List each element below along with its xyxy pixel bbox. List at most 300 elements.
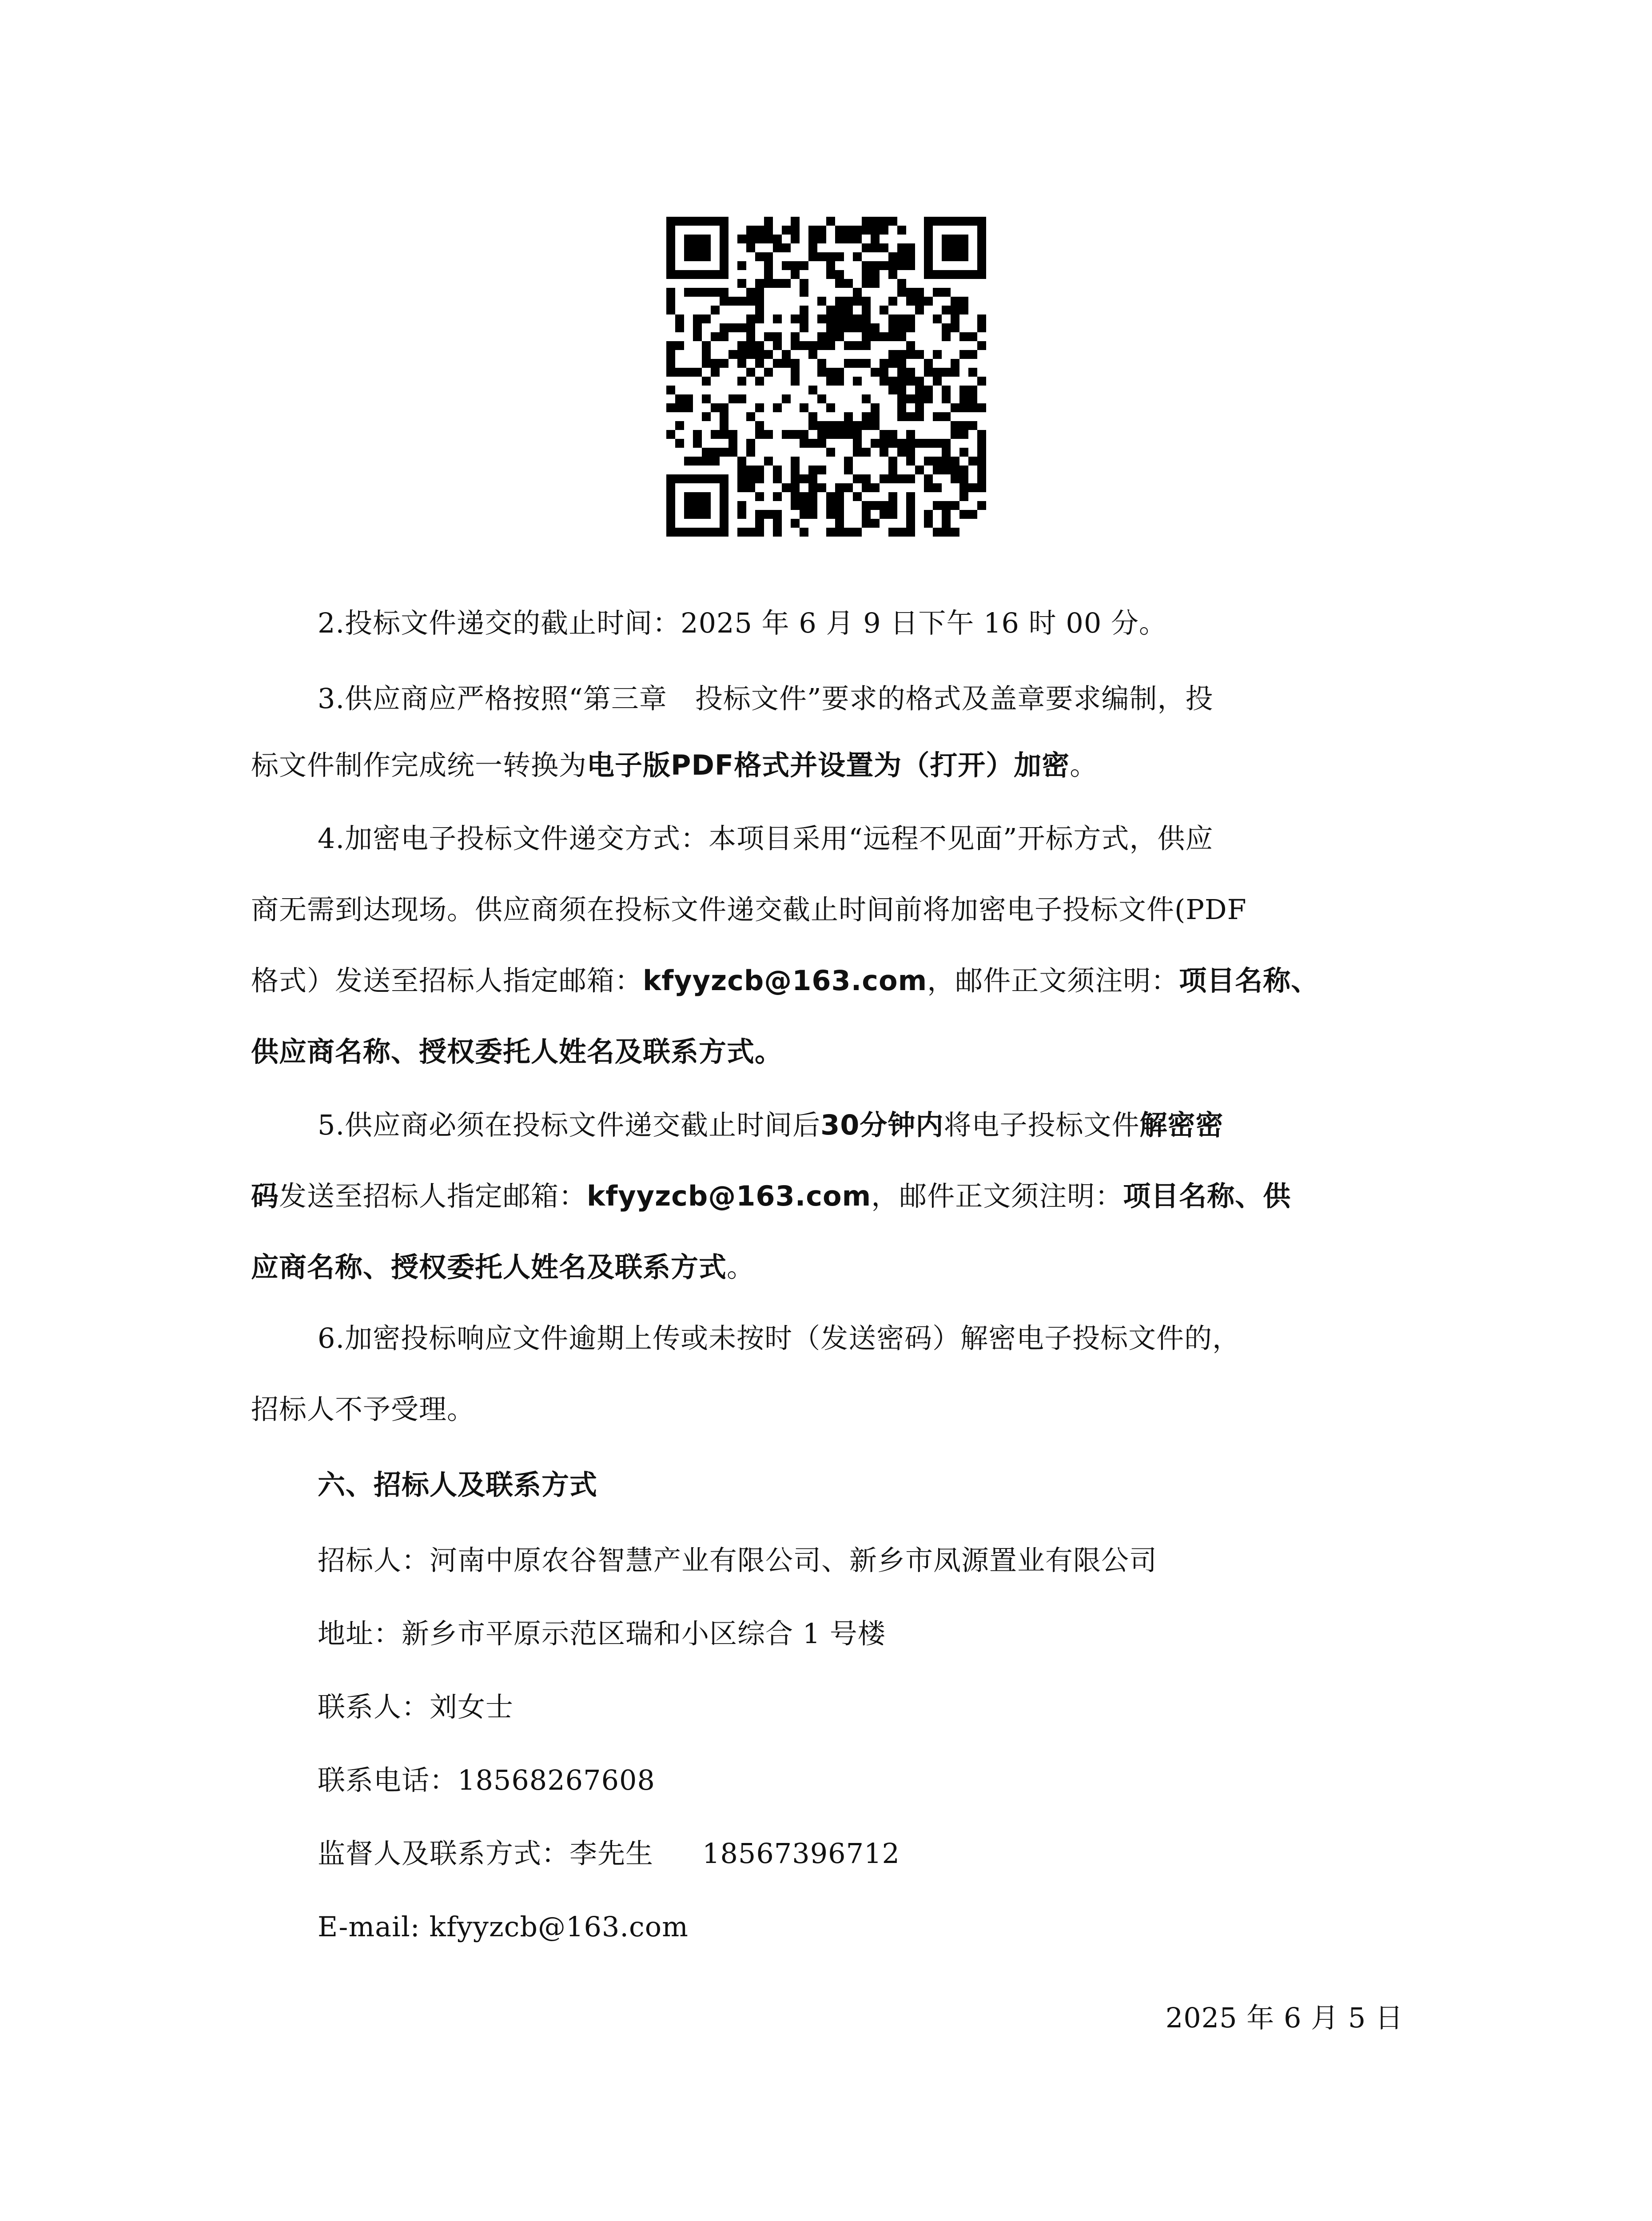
qr-module (826, 403, 835, 412)
qr-module (666, 430, 675, 439)
qr-module (684, 457, 693, 466)
qr-module (951, 474, 959, 483)
qr-module (702, 288, 711, 297)
qr-module (897, 252, 906, 261)
qr-module (755, 421, 764, 430)
qr-module (826, 341, 835, 350)
item-5-line-3-post: 。 (727, 1251, 755, 1283)
qr-module (906, 288, 915, 297)
qr-module (764, 217, 773, 226)
qr-module (906, 501, 915, 510)
qr-module (817, 252, 826, 261)
qr-module (675, 323, 684, 332)
qr-module (737, 528, 746, 537)
qr-module (791, 270, 800, 279)
qr-module (773, 403, 782, 412)
qr-module (933, 528, 942, 537)
qr-module (942, 510, 951, 519)
qr-module (755, 510, 764, 519)
qr-module (871, 412, 880, 421)
qr-module (942, 501, 951, 510)
item-6-line-1: 6.加密投标响应文件逾期上传或未按时（发送密码）解密电子投标文件的， (318, 1322, 1241, 1354)
qr-module (906, 350, 915, 359)
qr-module (862, 279, 871, 288)
item-6-line-2: 招标人不予受理。 (251, 1393, 475, 1425)
qr-module (880, 306, 888, 314)
qr-module (720, 323, 728, 332)
qr-module (835, 279, 844, 288)
qr-module (915, 412, 924, 421)
qr-module (675, 314, 684, 323)
qr-module (826, 430, 835, 439)
qr-module (800, 341, 808, 350)
qr-module (737, 457, 746, 466)
qr-module (924, 474, 933, 483)
qr-module (888, 492, 897, 501)
supervisor-phone: 18567396712 (702, 1837, 900, 1870)
qr-module (800, 261, 808, 270)
qr-module (817, 439, 826, 448)
qr-module (880, 261, 888, 270)
qr-module (666, 306, 675, 314)
qr-module (808, 235, 817, 243)
qr-module (737, 474, 746, 483)
item-4-line-2: 商无需到达现场。供应商须在投标文件递交截止时间前将加密电子投标文件(PDF (251, 893, 1247, 926)
qr-module (728, 448, 737, 457)
qr-module (720, 421, 728, 430)
qr-module (720, 403, 728, 412)
qr-module (808, 412, 817, 421)
qr-module (817, 332, 826, 341)
qr-module (897, 448, 906, 457)
qr-module (720, 430, 728, 439)
qr-module (933, 457, 942, 466)
qr-module (808, 226, 817, 235)
qr-module (666, 368, 675, 377)
qr-module (808, 474, 817, 483)
qr-module (897, 279, 906, 288)
qr-module (844, 430, 853, 439)
qr-module (826, 306, 835, 314)
qr-module (764, 279, 773, 288)
qr-module (755, 403, 764, 412)
qr-module (746, 483, 755, 492)
qr-module (746, 439, 755, 448)
qr-module (862, 306, 871, 314)
qr-module (826, 261, 835, 270)
qr-module (844, 306, 853, 314)
qr-module (933, 483, 942, 492)
qr-module (755, 377, 764, 386)
qr-module (764, 235, 773, 243)
qr-module (906, 368, 915, 377)
qr-module (720, 412, 728, 421)
qr-module (853, 439, 862, 448)
qr-module (977, 439, 986, 448)
qr-module (906, 457, 915, 466)
qr-module (924, 359, 933, 368)
qr-module (773, 279, 782, 288)
qr-module (906, 519, 915, 528)
qr-module (826, 421, 835, 430)
qr-module (915, 386, 924, 394)
qr-module (684, 403, 693, 412)
qr-module (773, 474, 782, 483)
qr-code (666, 217, 986, 537)
qr-module (951, 457, 959, 466)
qr-module (791, 466, 800, 474)
qr-module (835, 306, 844, 314)
qr-module (924, 394, 933, 403)
qr-module (853, 297, 862, 306)
qr-module (942, 306, 951, 314)
qr-module (871, 403, 880, 412)
qr-module (702, 341, 711, 350)
qr-module (906, 492, 915, 501)
qr-module (853, 377, 862, 386)
qr-module (906, 528, 915, 537)
qr-module (888, 528, 897, 537)
qr-module (764, 430, 773, 439)
qr-module (755, 252, 764, 261)
qr-module (871, 421, 880, 430)
qr-module (675, 341, 684, 350)
qr-module (693, 332, 702, 341)
qr-module (862, 243, 871, 252)
qr-module (773, 519, 782, 528)
qr-module (737, 510, 746, 519)
qr-module (924, 519, 933, 528)
qr-module (737, 483, 746, 492)
qr-module (951, 314, 959, 323)
supervisor (318, 1835, 1473, 1873)
qr-module (817, 226, 826, 235)
qr-module (897, 377, 906, 386)
qr-module (977, 403, 986, 412)
qr-module (844, 341, 853, 350)
qr-module (835, 510, 844, 519)
qr-module (764, 368, 773, 377)
qr-module (888, 377, 897, 386)
qr-module (693, 457, 702, 466)
qr-module (737, 394, 746, 403)
qr-module (844, 297, 853, 306)
qr-module (959, 306, 968, 314)
qr-module (844, 412, 853, 421)
qr-module (897, 261, 906, 270)
qr-module (888, 510, 897, 519)
qr-module (746, 288, 755, 297)
qr-module (933, 368, 942, 377)
qr-module (862, 412, 871, 421)
qr-module (693, 368, 702, 377)
qr-module (702, 412, 711, 421)
qr-module (826, 270, 835, 279)
qr-module (862, 510, 871, 519)
item-3-line-2-pre: 标文件制作完成统一转换为 (251, 749, 587, 781)
qr-module (826, 501, 835, 510)
qr-module (977, 341, 986, 350)
qr-module (728, 323, 737, 332)
qr-module (755, 235, 764, 243)
qr-module (871, 243, 880, 252)
qr-module (888, 297, 897, 306)
qr-module (959, 510, 968, 519)
item-5-line-1-pre: 5.供应商必须在投标文件递交截止时间后 (318, 1109, 821, 1141)
qr-module (844, 457, 853, 466)
qr-module (693, 288, 702, 297)
qr-module (791, 235, 800, 243)
qr-module (924, 297, 933, 306)
qr-module (933, 466, 942, 474)
qr-module (808, 483, 817, 492)
qr-module (800, 528, 808, 537)
item-4-line-3 (251, 962, 1406, 1000)
item-5-line-1-bold: 解密密 (1139, 1109, 1224, 1141)
qr-module (666, 341, 675, 350)
qr-module (791, 261, 800, 270)
qr-module (675, 394, 684, 403)
qr-module (746, 323, 755, 332)
qr-module (942, 368, 951, 377)
qr-module (880, 217, 888, 226)
qr-module (959, 386, 968, 394)
qr-module (746, 474, 755, 483)
qr-module (737, 261, 746, 270)
qr-module (782, 430, 791, 439)
qr-module (951, 421, 959, 430)
qr-module (853, 448, 862, 457)
qr-module (782, 243, 791, 252)
qr-module (800, 279, 808, 288)
qr-module (764, 350, 773, 359)
qr-module (773, 314, 782, 323)
qr-module (773, 359, 782, 368)
qr-module (782, 261, 791, 270)
qr-module (880, 439, 888, 448)
qr-module (817, 394, 826, 403)
qr-module (835, 314, 844, 323)
qr-module (871, 439, 880, 448)
qr-module (951, 466, 959, 474)
qr-module (808, 439, 817, 448)
qr-module (746, 368, 755, 377)
qr-module (782, 350, 791, 359)
qr-module (959, 421, 968, 430)
qr-module (791, 217, 800, 226)
qr-module (728, 350, 737, 359)
qr-module (755, 519, 764, 528)
qr-module (862, 474, 871, 483)
qr-module (968, 421, 977, 430)
qr-module (888, 430, 897, 439)
qr-module (853, 252, 862, 261)
qr-module (853, 341, 862, 350)
qr-module (897, 323, 906, 332)
qr-module (968, 386, 977, 394)
qr-module (968, 350, 977, 359)
qr-module (693, 323, 702, 332)
qr-module (764, 226, 773, 235)
qr-module (942, 288, 951, 297)
qr-module (711, 448, 720, 457)
qr-module (808, 341, 817, 350)
qr-module (835, 483, 844, 492)
qr-module (791, 332, 800, 341)
qr-module (800, 492, 808, 501)
item-4-line-1: 4.加密电子投标文件递交方式：本项目采用“远程不见面”开标方式，供应 (318, 822, 1214, 855)
qr-module (880, 377, 888, 386)
qr-module (791, 341, 800, 350)
qr-module (764, 510, 773, 519)
qr-module (968, 457, 977, 466)
qr-module (871, 226, 880, 235)
qr-module (666, 359, 675, 368)
qr-module (800, 501, 808, 510)
qr-module (791, 519, 800, 528)
qr-module (977, 457, 986, 466)
qr-module (897, 386, 906, 394)
qr-module (906, 252, 915, 261)
qr-module (977, 448, 986, 457)
qr-module (915, 306, 924, 314)
qr-module (755, 279, 764, 288)
item-5-line-3 (251, 1248, 1406, 1286)
item-5-line-2-bold-2: 项目名称、供 (1123, 1180, 1291, 1212)
qr-module (942, 457, 951, 466)
qr-module (817, 421, 826, 430)
qr-module (737, 279, 746, 288)
qr-module (800, 314, 808, 323)
qr-module (862, 297, 871, 306)
qr-module (666, 350, 675, 359)
qr-module (906, 439, 915, 448)
qr-module (791, 457, 800, 466)
qr-module (826, 448, 835, 457)
qr-module (897, 350, 906, 359)
qr-module (933, 439, 942, 448)
qr-module (942, 439, 951, 448)
qr-module (728, 297, 737, 306)
qr-module (915, 288, 924, 297)
qr-module (835, 421, 844, 430)
qr-module (808, 501, 817, 510)
qr-module (711, 368, 720, 377)
qr-module (862, 501, 871, 510)
qr-module (897, 474, 906, 483)
qr-module (800, 510, 808, 519)
qr-module (906, 341, 915, 350)
qr-module (764, 261, 773, 270)
qr-module (871, 279, 880, 288)
qr-module (844, 323, 853, 332)
qr-module (942, 386, 951, 394)
qr-module (817, 368, 826, 377)
qr-module (862, 261, 871, 270)
qr-module (826, 368, 835, 377)
qr-module (977, 323, 986, 332)
qr-module (808, 492, 817, 501)
item-3-line-2-post: 。 (1070, 749, 1098, 781)
qr-module (906, 474, 915, 483)
qr-module (666, 386, 675, 394)
qr-module (915, 350, 924, 359)
qr-module (764, 332, 773, 341)
qr-module (888, 332, 897, 341)
qr-module (711, 306, 720, 314)
qr-module (684, 288, 693, 297)
qr-module (959, 403, 968, 412)
qr-module (977, 314, 986, 323)
qr-module (942, 412, 951, 421)
qr-module (924, 457, 933, 466)
qr-module (880, 332, 888, 341)
qr-module (951, 501, 959, 510)
qr-module (897, 288, 906, 297)
qr-module (728, 439, 737, 448)
qr-module (897, 226, 906, 235)
item-4-line-3-bold: 项目名称、 (1179, 964, 1319, 997)
qr-module (951, 528, 959, 537)
qr-module (746, 466, 755, 474)
qr-module (959, 297, 968, 306)
qr-module (888, 359, 897, 368)
qr-module (942, 332, 951, 341)
qr-module (951, 306, 959, 314)
qr-module (968, 403, 977, 412)
section-6-heading: 六、招标人及联系方式 (318, 1469, 598, 1501)
qr-module (817, 297, 826, 306)
qr-module (835, 235, 844, 243)
qr-module (924, 510, 933, 519)
qr-module (951, 359, 959, 368)
qr-module (888, 457, 897, 466)
qr-module (826, 528, 835, 537)
qr-module (791, 474, 800, 483)
qr-module (773, 466, 782, 474)
qr-module (800, 430, 808, 439)
qr-module (808, 386, 817, 394)
qr-module (853, 323, 862, 332)
qr-module (844, 466, 853, 474)
qr-module (862, 226, 871, 235)
qr-module (897, 412, 906, 421)
qr-module (906, 314, 915, 323)
qr-module (728, 394, 737, 403)
qr-module (773, 341, 782, 350)
qr-module (844, 528, 853, 537)
qr-module (871, 235, 880, 243)
qr-module (853, 235, 862, 243)
qr-module (880, 430, 888, 439)
qr-module (746, 297, 755, 306)
qr-module (746, 341, 755, 350)
item-3-pdf-encrypt-note: 电子版PDF格式并设置为（打开）加密 (587, 749, 1070, 781)
qr-module (942, 519, 951, 528)
qr-module (888, 323, 897, 332)
qr-module (906, 297, 915, 306)
qr-module (826, 314, 835, 323)
qr-module (800, 403, 808, 412)
qr-module (728, 430, 737, 439)
qr-module (888, 350, 897, 359)
qr-module (808, 510, 817, 519)
qr-module (764, 270, 773, 279)
item-4-line-3-pre: 格式）发送至招标人指定邮箱： (251, 964, 643, 997)
qr-module (880, 474, 888, 483)
qr-module (844, 421, 853, 430)
item-5-line-1 (318, 1106, 1473, 1144)
